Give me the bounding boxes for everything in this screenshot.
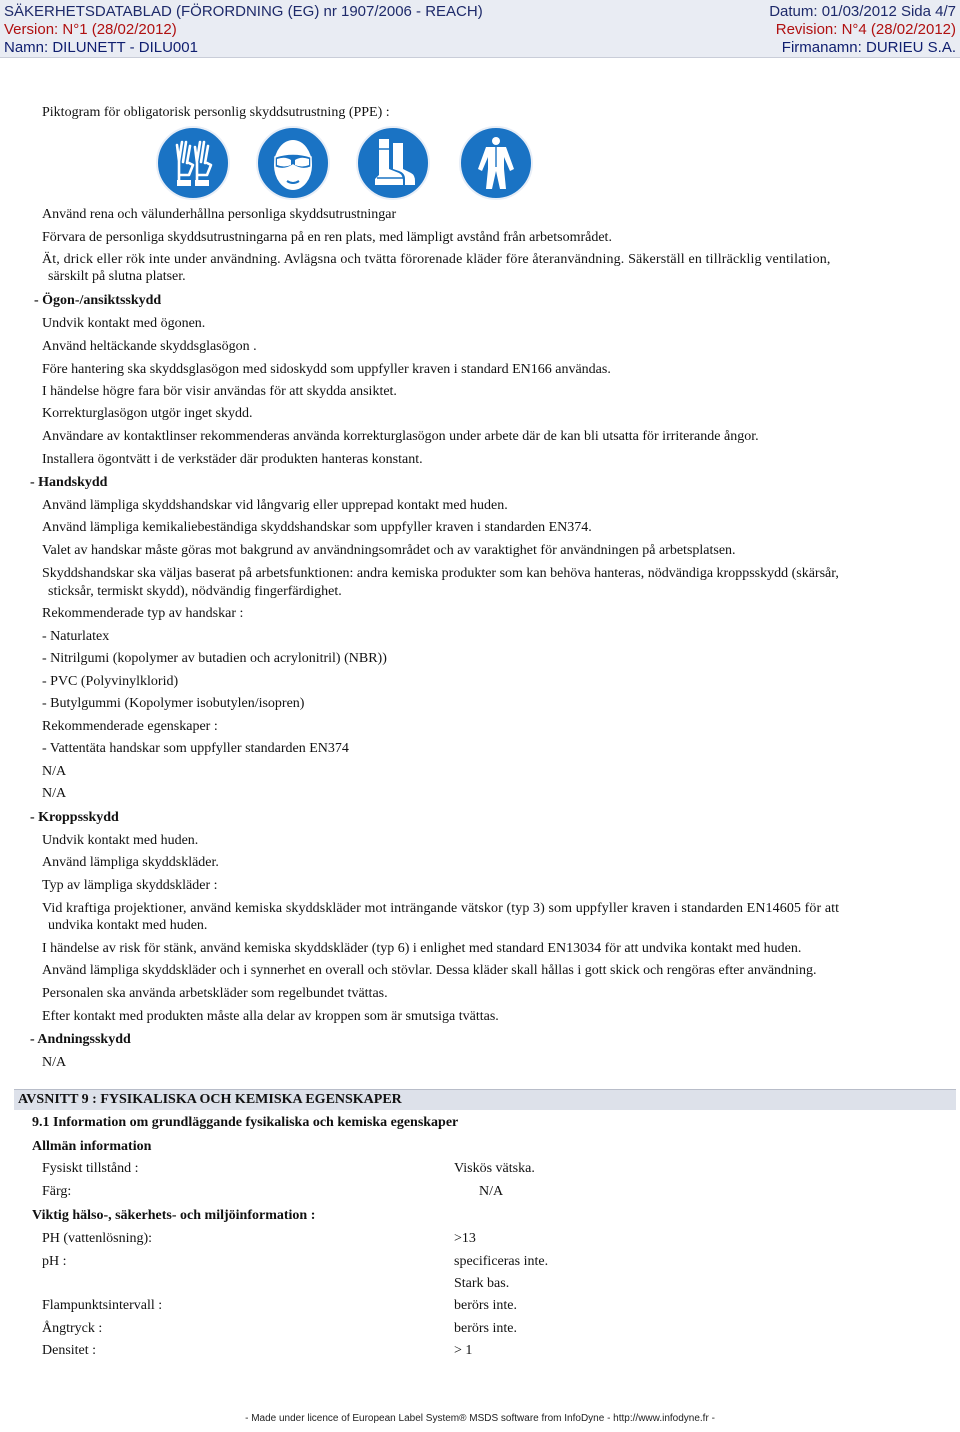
property-label: Flampunktsintervall : [42, 1298, 163, 1313]
coverall-icon [458, 125, 534, 201]
gloves-icon [155, 125, 231, 201]
eye-line: Använd heltäckande skyddsglasögon . [42, 339, 257, 354]
respiratory-protection-heading: - Andningsskydd [30, 1032, 131, 1047]
hand-line: sticksår, termiskt skydd), nödvändig fingerfärdighet. [48, 584, 342, 599]
section-9-subtitle: 9.1 Information om grundläggande fysikaliska och kemiska egenskaper [32, 1115, 459, 1130]
section-9-title: AVSNITT 9 : FYSIKALISKA OCH KEMISKA EGENSKAPER [18, 1092, 402, 1107]
ppe-line: Förvara de personliga skyddsutrustningarna på en ren plats, med lämpligt avstånd från arbetsområdet. [42, 230, 612, 245]
body-line: Personalen ska använda arbetskläder som regelbundet tvättas. [42, 986, 388, 1001]
body-line: I händelse av risk för stänk, använd kemiska skyddskläder (typ 6) i enlighet med standard EN13034 för att undvika kontakt med huden. [42, 941, 802, 956]
property-value: berörs inte. [454, 1321, 517, 1336]
ppe-heading: Piktogram för obligatorisk personlig skyddsutrustning (PPE) : [42, 105, 390, 120]
ppe-line: Använd rena och välunderhållna personliga skyddsutrustningar [42, 207, 397, 222]
eye-line: Installera ögontvätt i de verkstäder där produkten hanteras konstant. [42, 452, 423, 467]
hand-line: - Naturlatex [42, 629, 110, 644]
property-label: PH (vattenlösning): [42, 1231, 153, 1246]
property-label: Densitet : [42, 1343, 97, 1358]
property-label: Färg: [42, 1184, 72, 1199]
body-line: Undvik kontakt med huden. [42, 833, 199, 848]
hand-line: Använd lämpliga skyddshandskar vid långvarig eller upprepad kontakt med huden. [42, 498, 508, 513]
revision: Revision: N°4 (28/02/2012) [775, 21, 956, 38]
hand-line: Använd lämpliga kemikaliebeständiga skyddshandskar som uppfyller kraven i standarden EN374. [42, 520, 592, 535]
product-name: Namn: DILUNETT - DILU001 [4, 39, 198, 56]
hand-line: - Nitrilgumi (kopolymer av butadien och acrylonitril) (NBR)) [42, 651, 387, 666]
hand-line: Rekommenderade typ av handskar : [42, 606, 244, 621]
body-line: undvika kontakt med huden. [48, 918, 208, 933]
hand-line: N/A [42, 786, 67, 801]
document-footer: - Made under licence of European Label System® MSDS software from InfoDyne - http://www.infodyne.fr - [245, 1413, 715, 1424]
section-9-bar [14, 1089, 956, 1110]
company-name: Firmanamn: DURIEU S.A. [781, 39, 956, 56]
ppe-pictograms [155, 125, 545, 203]
ppe-line: Ät, drick eller rök inte under användning. Avlägsna och tvätta förorenade kläder före återanvändning. Säkerställ en tillräcklig ventilation, [42, 252, 831, 267]
eye-line: Korrekturglasögon utgör inget skydd. [42, 406, 253, 421]
property-label: Fysiskt tillstånd : [42, 1161, 139, 1176]
body-line: Typ av lämpliga skyddskläder : [42, 878, 218, 893]
hand-line: N/A [42, 764, 67, 779]
date-page: Datum: 01/03/2012 Sida 4/7 [769, 3, 956, 20]
body-protection-heading: - Kroppsskydd [30, 810, 119, 825]
health-info-heading: Viktig hälso-, säkerhets- och miljöinformation : [32, 1208, 316, 1223]
eye-line: Undvik kontakt med ögonen. [42, 316, 206, 331]
document-title: SÄKERHETSDATABLAD (FÖRORDNING (EG) nr 1907/2006 - REACH) [4, 3, 483, 20]
hand-protection-heading: - Handskydd [30, 475, 108, 490]
eye-line: Användare av kontaktlinser rekommenderas använda korrekturglasögon under arbete där de kan bli utsatta för irriterande ångor. [42, 429, 759, 444]
hand-line: - PVC (Polyvinylklorid) [42, 674, 179, 689]
document-header [0, 0, 960, 58]
ppe-line: särskilt på slutna platser. [48, 269, 186, 284]
general-info-heading: Allmän information [32, 1139, 152, 1154]
goggles-icon [255, 125, 331, 201]
property-value: Stark bas. [454, 1276, 510, 1291]
property-value: N/A [479, 1184, 504, 1199]
hand-line: - Vattentäta handskar som uppfyller standarden EN374 [42, 741, 349, 756]
hand-line: - Butylgummi (Kopolymer isobutylen/isopren) [42, 696, 305, 711]
property-label: Ångtryck : [42, 1321, 103, 1336]
property-value: berörs inte. [454, 1298, 517, 1313]
body-line: Efter kontakt med produkten måste alla delar av kroppen som är smutsiga tvättas. [42, 1009, 499, 1024]
body-line: Använd lämpliga skyddskläder och i synnerhet en overall och stövlar. Dessa kläder skall hållas i gott skick och rengöras efter användning. [42, 963, 817, 978]
body-line: Använd lämpliga skyddskläder. [42, 855, 219, 870]
property-value: > 1 [454, 1343, 473, 1358]
property-label: pH : [42, 1254, 67, 1269]
body-line: Vid kraftiga projektioner, använd kemiska skyddskläder mot inträngande vätskor (typ 3) som uppfyller kraven i standarden EN14605 för att [42, 901, 840, 916]
version: Version: N°1 (28/02/2012) [4, 21, 177, 38]
hand-line: Skyddshandskar ska väljas baserat på arbetsfunktionen: andra kemiska produkter som kan behöva hanteras, nödvändiga kroppsskydd (skärsår, [42, 566, 839, 581]
property-value: specificeras inte. [454, 1254, 549, 1269]
property-value: >13 [454, 1231, 476, 1246]
hand-line: Valet av handskar måste göras mot bakgrund av användningsområdet och av varaktighet för användningen på arbetsplatsen. [42, 543, 736, 558]
eye-line: I händelse högre fara bör visir användas för att skydda ansiktet. [42, 384, 397, 399]
property-value: Viskös vätska. [454, 1161, 535, 1176]
boots-icon [355, 125, 431, 201]
eye-line: Före hantering ska skyddsglasögon med sidoskydd som uppfyller kraven i standard EN166 användas. [42, 362, 611, 377]
hand-line: Rekommenderade egenskaper : [42, 719, 218, 734]
eye-protection-heading: - Ögon-/ansiktsskydd [34, 293, 162, 308]
respiratory-line: N/A [42, 1055, 67, 1070]
